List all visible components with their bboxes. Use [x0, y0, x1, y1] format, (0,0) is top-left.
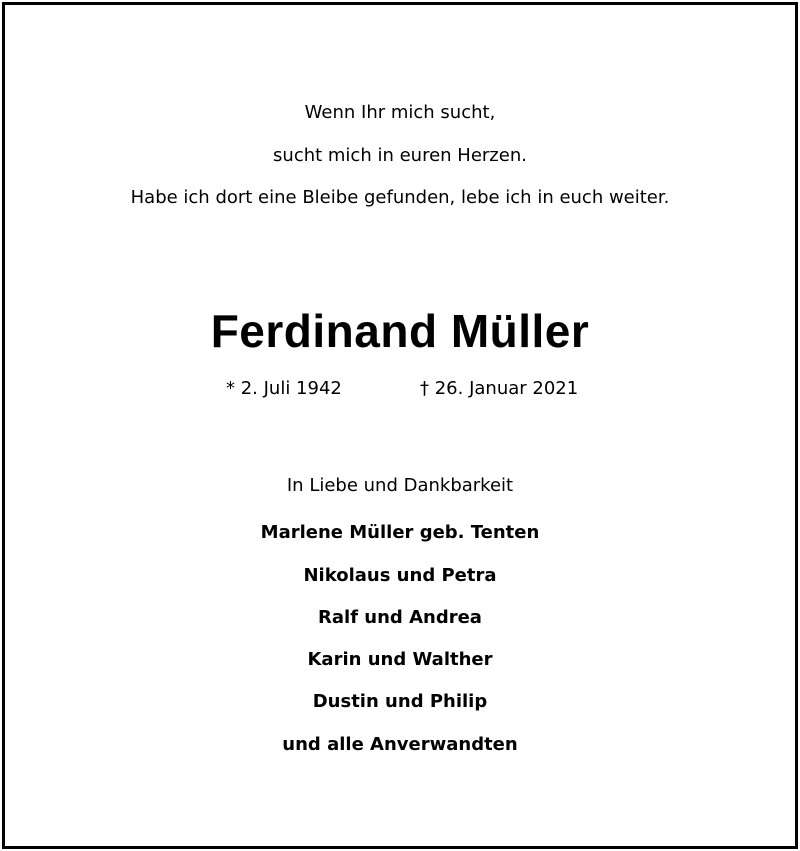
mourner-line: und alle Anverwandten — [282, 734, 518, 755]
deceased-name: Ferdinand Müller — [210, 305, 590, 357]
poem-line-3: Habe ich dort eine Bleibe gefunden, lebe ich in euch weiter. — [130, 187, 670, 208]
birth-date: * 2. Juli 1942 — [226, 378, 342, 399]
poem-line-2: sucht mich in euren Herzen. — [273, 145, 527, 166]
mourner-line: Ralf und Andrea — [318, 607, 482, 628]
dedication: In Liebe und Dankbarkeit — [286, 475, 514, 496]
mourner-line: Dustin und Philip — [312, 691, 488, 712]
mourner-line: Karin und Walther — [307, 649, 493, 670]
mourner-line: Marlene Müller geb. Tenten — [260, 522, 540, 543]
notice-border — [2, 2, 798, 849]
mourner-line: Nikolaus und Petra — [303, 565, 497, 586]
death-date: † 26. Januar 2021 — [420, 378, 579, 399]
poem-line-1: Wenn Ihr mich sucht, — [304, 102, 496, 123]
